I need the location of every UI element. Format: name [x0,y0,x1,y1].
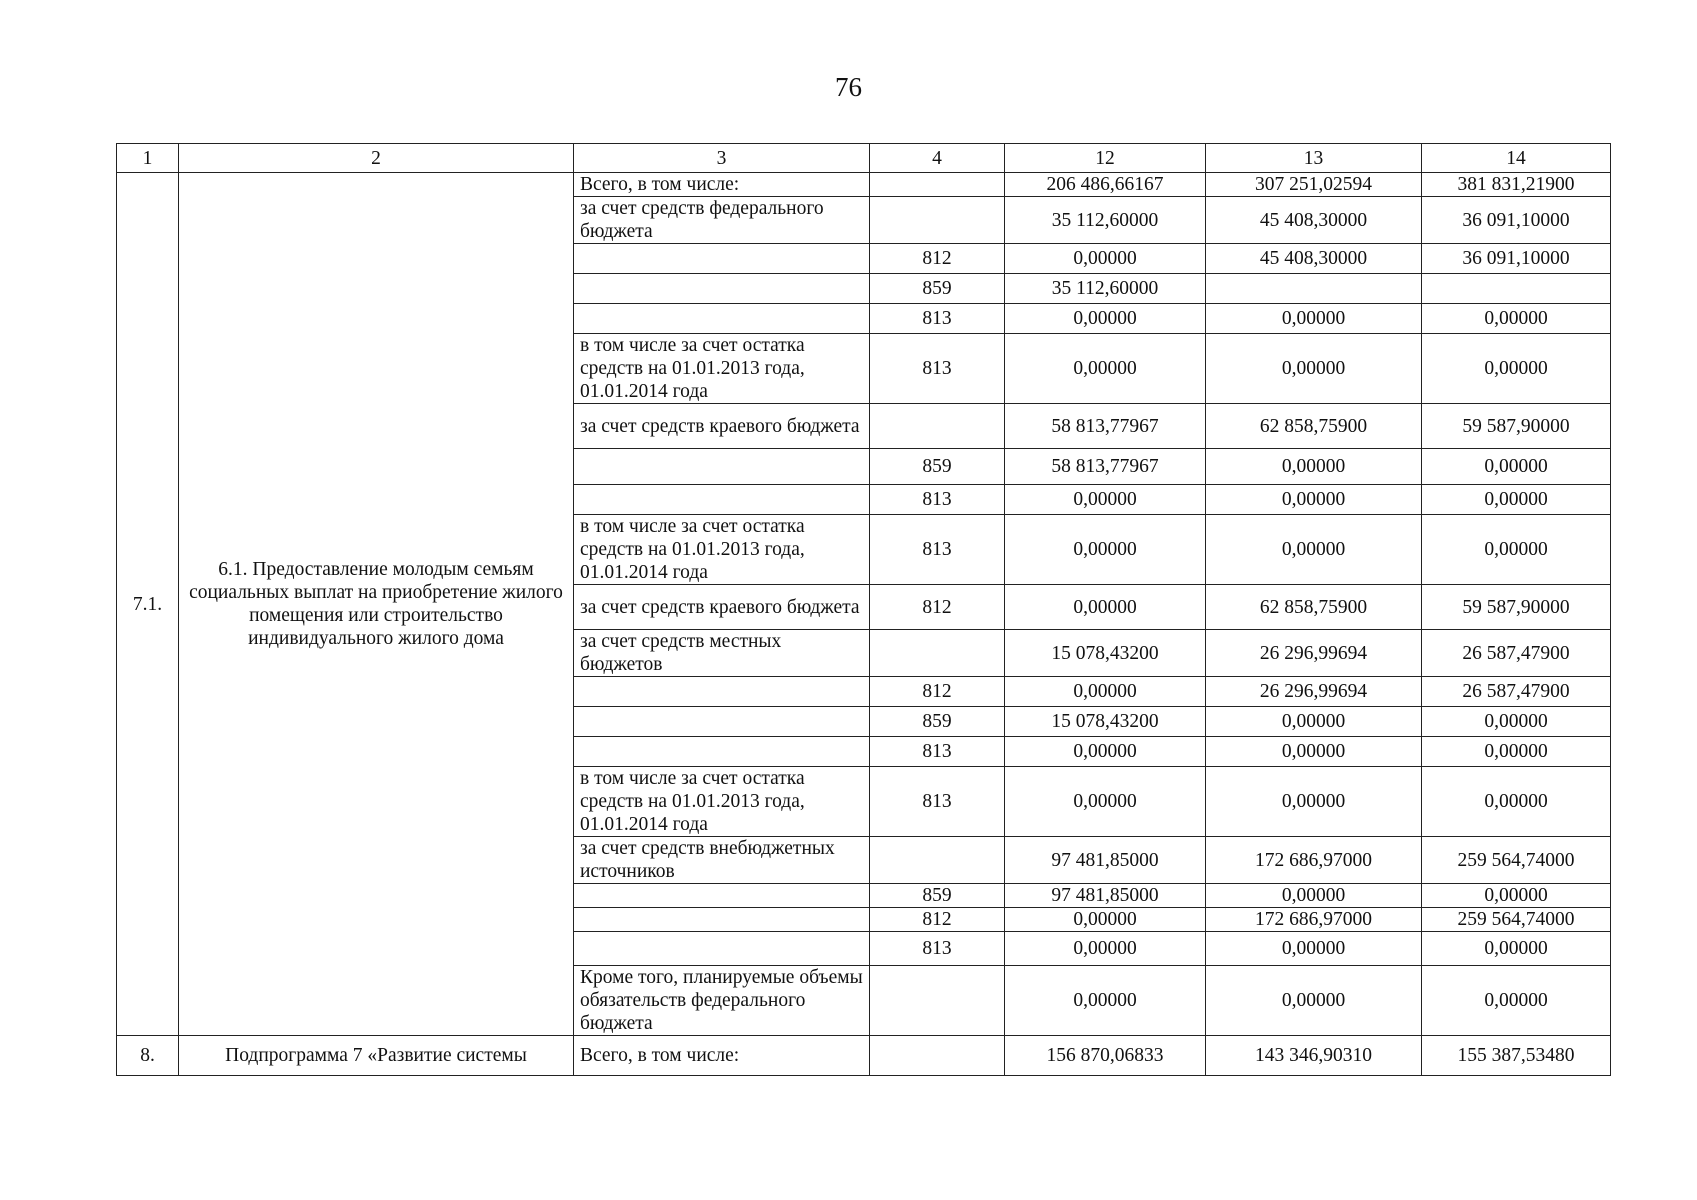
value-col-12: 0,00000 [1005,304,1206,334]
funding-source: в том числе за счет остатка средств на 01.01.2013 года, 01.01.2014 года [574,334,870,404]
funding-source: за счет средств федерального бюджета [574,197,870,244]
value-col-13: 0,00000 [1206,737,1422,767]
budget-code: 859 [870,274,1005,304]
budget-code [870,1036,1005,1076]
value-col-13: 62 858,75900 [1206,404,1422,449]
budget-code: 812 [870,677,1005,707]
budget-code: 813 [870,932,1005,966]
column-header: 12 [1005,144,1206,173]
value-col-12: 0,00000 [1005,334,1206,404]
funding-source [574,244,870,274]
table-row [117,1036,1611,1076]
value-col-13: 26 296,99694 [1206,630,1422,677]
value-col-13: 0,00000 [1206,932,1422,966]
value-col-14: 0,00000 [1422,884,1611,908]
funding-source: Всего, в том числе: [574,1036,870,1076]
value-col-13: 26 296,99694 [1206,677,1422,707]
value-col-12: 35 112,60000 [1005,274,1206,304]
value-col-14 [1422,274,1611,304]
value-col-14: 0,00000 [1422,334,1611,404]
budget-code: 859 [870,884,1005,908]
value-col-14: 36 091,10000 [1422,244,1611,274]
value-col-14: 381 831,21900 [1422,173,1611,197]
funding-source: в том числе за счет остатка средств на 01.01.2013 года, 01.01.2014 года [574,767,870,837]
value-col-12: 206 486,66167 [1005,173,1206,197]
budget-code: 813 [870,485,1005,515]
value-col-13: 0,00000 [1206,707,1422,737]
value-col-12: 0,00000 [1005,244,1206,274]
value-col-14: 36 091,10000 [1422,197,1611,244]
funding-source: за счет средств краевого бюджета [574,404,870,449]
budget-code [870,630,1005,677]
value-col-13: 172 686,97000 [1206,908,1422,932]
column-header: 2 [179,144,574,173]
value-col-13: 0,00000 [1206,884,1422,908]
value-col-12: 15 078,43200 [1005,630,1206,677]
budget-code [870,837,1005,884]
budget-code [870,173,1005,197]
column-header: 13 [1206,144,1422,173]
value-col-12: 0,00000 [1005,485,1206,515]
value-col-13: 0,00000 [1206,485,1422,515]
row-index: 8. [117,1036,179,1076]
value-col-12: 0,00000 [1005,966,1206,1036]
value-col-12: 58 813,77967 [1005,449,1206,485]
value-col-13: 0,00000 [1206,304,1422,334]
column-header: 14 [1422,144,1611,173]
value-col-13: 0,00000 [1206,767,1422,837]
row-index: 7.1. [117,173,179,1036]
value-col-12: 156 870,06833 [1005,1036,1206,1076]
value-col-13: 62 858,75900 [1206,585,1422,630]
budget-code: 812 [870,585,1005,630]
value-col-14: 155 387,53480 [1422,1036,1611,1076]
budget-code [870,197,1005,244]
value-col-12: 58 813,77967 [1005,404,1206,449]
budget-code: 813 [870,304,1005,334]
funding-source: Всего, в том числе: [574,173,870,197]
funding-source [574,449,870,485]
value-col-12: 0,00000 [1005,585,1206,630]
budget-code: 859 [870,707,1005,737]
budget-code: 813 [870,767,1005,837]
budget-code: 813 [870,334,1005,404]
value-col-12: 97 481,85000 [1005,884,1206,908]
funding-source [574,304,870,334]
value-col-13: 0,00000 [1206,966,1422,1036]
value-col-13 [1206,274,1422,304]
value-col-12: 0,00000 [1005,737,1206,767]
budget-table-body [117,144,1611,1076]
budget-code: 813 [870,737,1005,767]
value-col-13: 143 346,90310 [1206,1036,1422,1076]
value-col-13: 307 251,02594 [1206,173,1422,197]
value-col-14: 0,00000 [1422,707,1611,737]
value-col-12: 0,00000 [1005,767,1206,837]
value-col-13: 0,00000 [1206,515,1422,585]
value-col-14: 0,00000 [1422,515,1611,585]
budget-code: 812 [870,244,1005,274]
measure-name: 6.1. Предоставление молодым семьям социальных выплат на приобретение жилого помещения или строительство индивидуального жилого дома [179,173,574,1036]
value-col-13: 0,00000 [1206,449,1422,485]
budget-code: 859 [870,449,1005,485]
value-col-12: 0,00000 [1005,932,1206,966]
value-col-12: 0,00000 [1005,908,1206,932]
value-col-12: 0,00000 [1005,515,1206,585]
value-col-12: 0,00000 [1005,677,1206,707]
value-col-12: 15 078,43200 [1005,707,1206,737]
funding-source [574,737,870,767]
budget-table [116,143,1611,1076]
budget-code [870,404,1005,449]
value-col-14: 59 587,90000 [1422,585,1611,630]
value-col-14: 26 587,47900 [1422,677,1611,707]
page-number: 76 [835,72,862,102]
value-col-14: 59 587,90000 [1422,404,1611,449]
value-col-13: 0,00000 [1206,334,1422,404]
column-header: 4 [870,144,1005,173]
column-header: 3 [574,144,870,173]
funding-source: за счет средств местных бюджетов [574,630,870,677]
value-col-13: 45 408,30000 [1206,197,1422,244]
value-col-13: 45 408,30000 [1206,244,1422,274]
budget-code [870,966,1005,1036]
funding-source: в том числе за счет остатка средств на 01.01.2013 года, 01.01.2014 года [574,515,870,585]
value-col-12: 97 481,85000 [1005,837,1206,884]
funding-source [574,932,870,966]
funding-source: за счет средств внебюджетных источников [574,837,870,884]
funding-source [574,884,870,908]
value-col-14: 0,00000 [1422,304,1611,334]
value-col-14: 259 564,74000 [1422,908,1611,932]
column-header-row [117,144,1611,173]
value-col-14: 0,00000 [1422,966,1611,1036]
funding-source: Кроме того, планируемые объемы обязательств федерального бюджета [574,966,870,1036]
funding-source [574,707,870,737]
funding-source [574,677,870,707]
value-col-14: 26 587,47900 [1422,630,1611,677]
table-row [117,173,1611,197]
value-col-14: 259 564,74000 [1422,837,1611,884]
value-col-14: 0,00000 [1422,485,1611,515]
funding-source [574,908,870,932]
budget-code: 813 [870,515,1005,585]
budget-code: 812 [870,908,1005,932]
value-col-14: 0,00000 [1422,932,1611,966]
value-col-12: 35 112,60000 [1005,197,1206,244]
funding-source [574,274,870,304]
funding-source: за счет средств краевого бюджета [574,585,870,630]
value-col-14: 0,00000 [1422,767,1611,837]
value-col-14: 0,00000 [1422,737,1611,767]
value-col-14: 0,00000 [1422,449,1611,485]
value-col-13: 172 686,97000 [1206,837,1422,884]
measure-name: Подпрограмма 7 «Развитие системы [179,1036,574,1076]
column-header: 1 [117,144,179,173]
funding-source [574,485,870,515]
